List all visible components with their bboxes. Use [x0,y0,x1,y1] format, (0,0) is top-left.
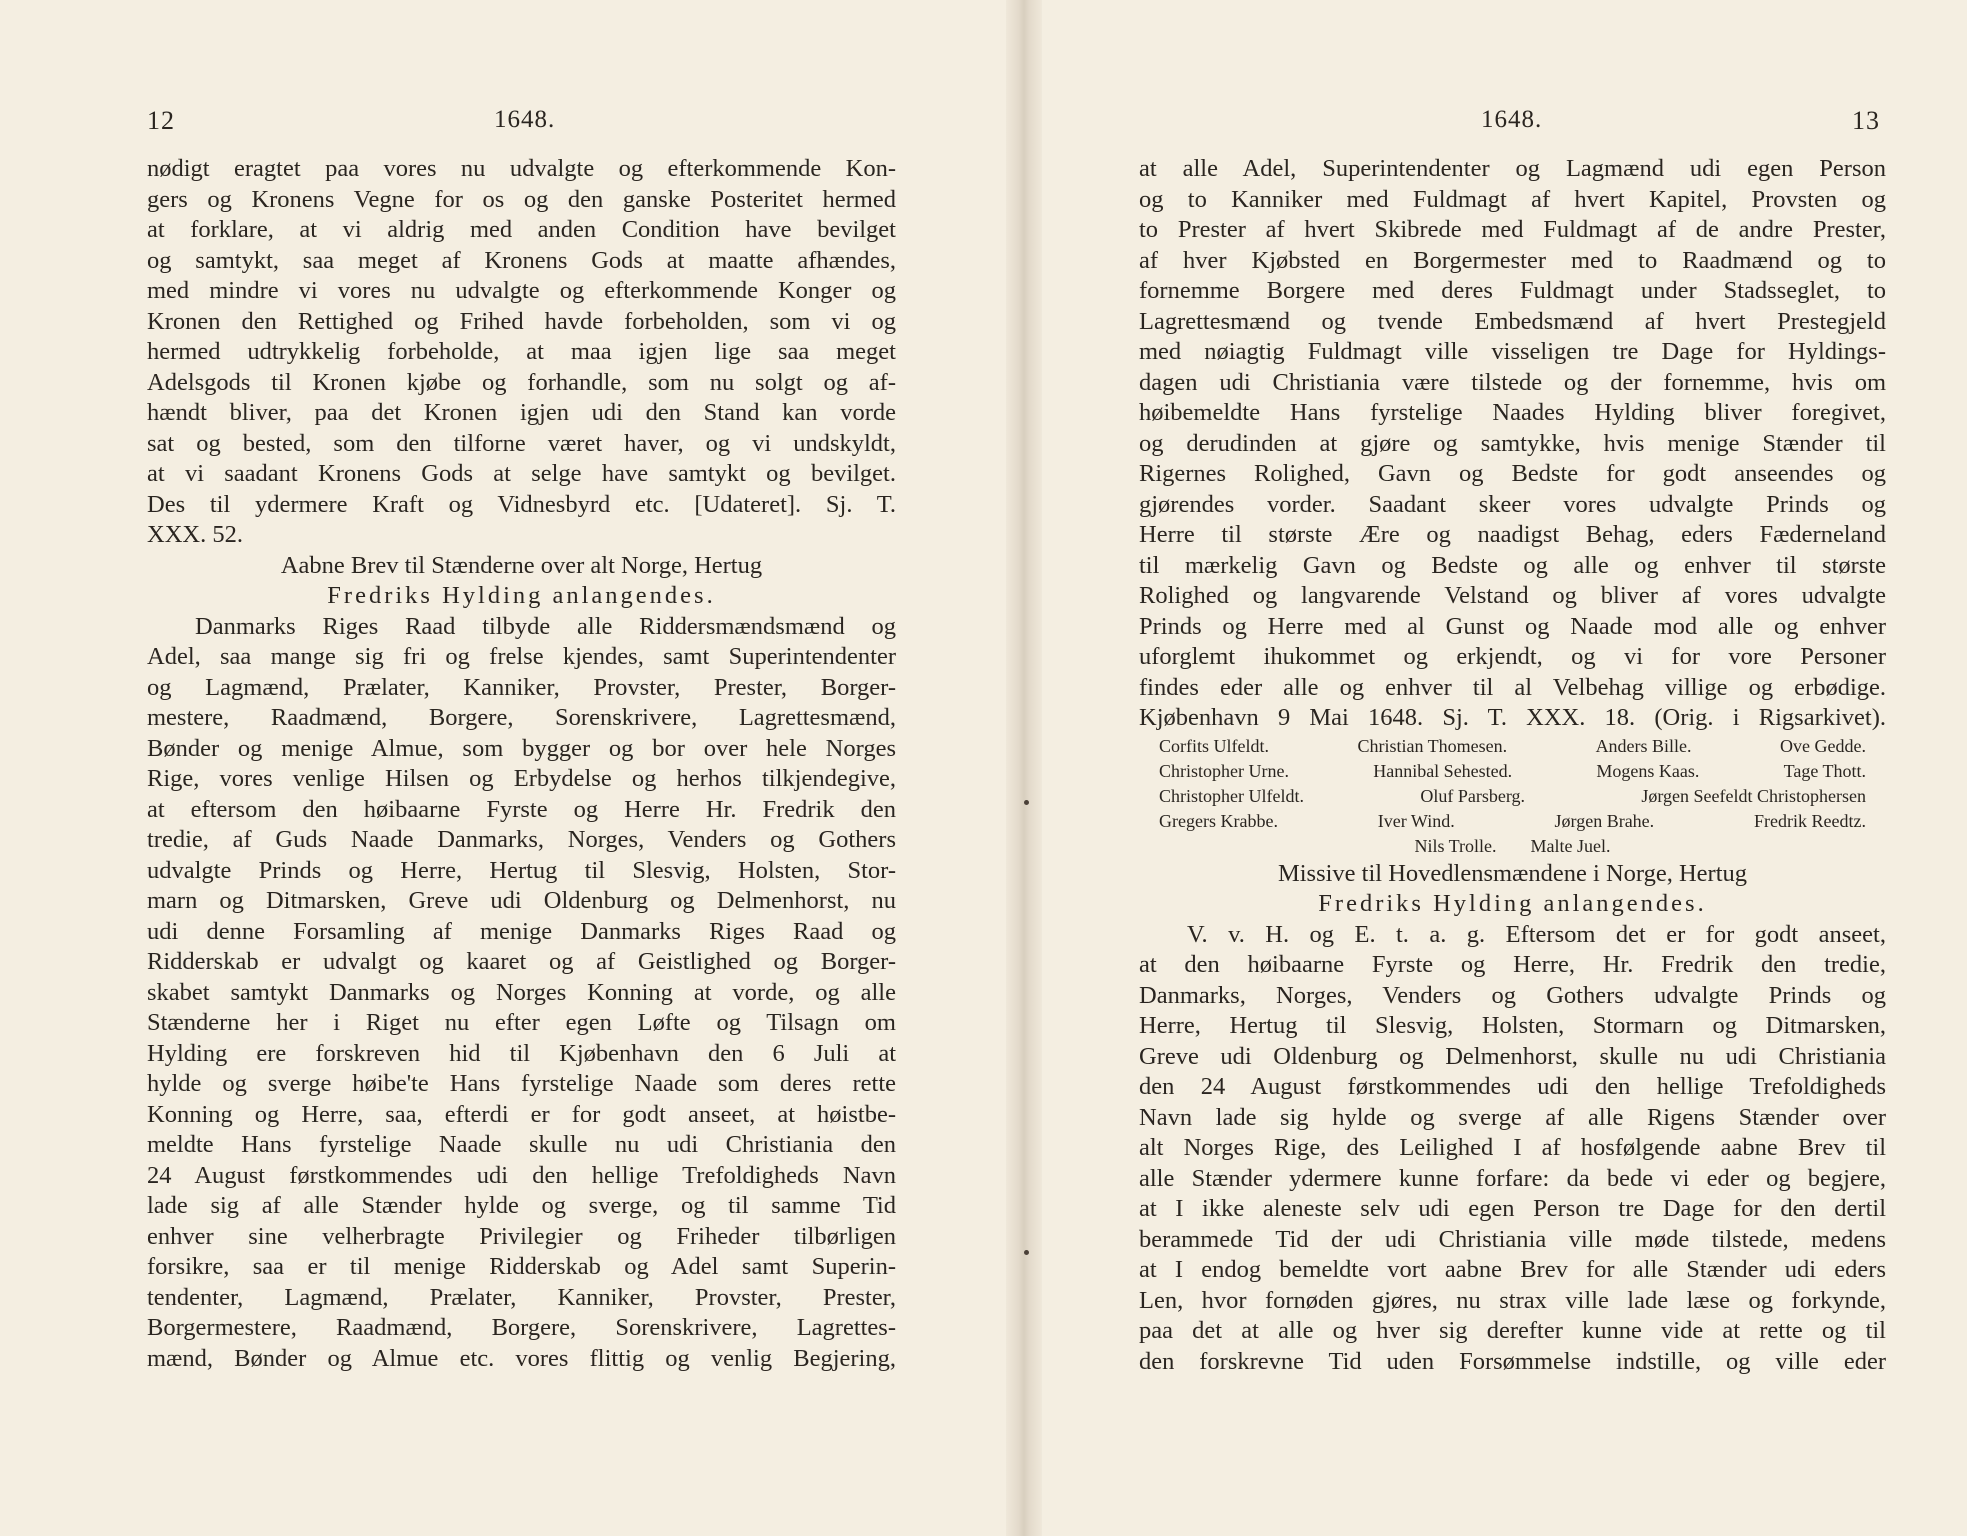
signature-row [1139,809,1886,834]
signature: Nils Trolle. [1414,835,1497,856]
signature-row [1139,834,1886,859]
text-line: Ridderskab er udvalgt og kaaret og af Geistlighed og Borger- [147,948,896,975]
text-line: Kjøbenhavn 9 Mai 1648. Sj. T. XXX. 18. (Orig. i Rigsarkivet). [1139,704,1886,731]
page-number: 12 [147,106,175,135]
text-line: og to Kanniker med Fuldmagt af hvert Kapitel, Provsten og [1139,185,1886,213]
text-line: Rigernes Rolighed, Gavn og Bedste for godt anseendes og [1139,460,1886,487]
page-number: 13 [1852,106,1880,135]
signature: Christopher Urne. [1159,760,1289,781]
text-line: Rolighed og langvarende Velstand og bliver af vores udvalgte [1139,582,1886,609]
text-line: Kronen den Rettighed og Frihed havde forbeholden, som vi og [147,307,896,335]
text-line: at vi saadant Kronens Gods at selge have samtykt og bevilget. [147,460,896,487]
right-text-block [1139,154,1886,1377]
text-line: tredie, af Guds Naade Danmarks, Norges, Venders og Gothers [147,826,896,853]
text-line: gjørendes vorder. Saadant skeer vores udvalgte Prinds og [1139,490,1886,518]
signature: Ove Gedde. [1780,735,1866,756]
section-heading [147,581,896,612]
text-line: enhver sine velherbragte Privilegier og Friheder tilbørligen [147,1222,896,1250]
text-line: Herre til største Ære og naadigst Behag, eders Fæderneland [1139,521,1886,548]
signature: Christopher Ulfeldt. [1159,785,1304,806]
text-line: Rige, vores venlige Hilsen og Erbydelse og herhos tilkjendegive, [147,765,896,792]
signature: Jørgen Brahe. [1554,810,1655,831]
signature: Gregers Krabbe. [1159,810,1278,831]
text-line: to Prester af hvert Skibrede med Fuldmagt af de andre Prester, [1139,216,1886,243]
running-head: 1648. [1481,106,1543,133]
text-line: lade sig af alle Stænder hylde og sverge, og til samme Tid [147,1192,896,1219]
text-line: hermed udtrykkelig forbeholde, at maa igjen lige saa meget [147,338,896,365]
signature: Oluf Parsberg. [1420,785,1525,806]
text-line: Navn lade sig hylde og sverge af alle Rigens Stænder over [1139,1103,1886,1131]
text-line: med nøiagtig Fuldmagt ville visseligen tre Dage for Hyldings- [1139,338,1886,365]
signature: Christian Thomesen. [1357,735,1508,756]
section-heading-text: Fredriks Hylding anlangendes. [327,582,716,609]
signature: Jørgen Seefeldt Christophersen [1641,785,1866,806]
text-line: Prinds og Herre med al Gunst og Naade mod alle og enhver [1139,612,1886,640]
signature-row [1139,759,1886,784]
signature: Malte Juel. [1530,835,1611,856]
text-line: 24 August førstkommendes udi den hellige Trefoldigheds Navn [147,1161,896,1189]
text-line: Stænderne her i Riget nu efter egen Løfte og Tilsagn om [147,1009,896,1036]
text-line: Greve udi Oldenburg og Delmenhorst, skulle nu udi Christiania [1139,1042,1886,1070]
text-line: udvalgte Prinds og Herre, Hertug til Slesvig, Holsten, Stor- [147,856,896,884]
signature-row [1139,734,1886,759]
signature: Anders Bille. [1595,735,1692,756]
text-line: forsikre, saa er til menige Ridderskab og Adel samt Superin- [147,1253,896,1280]
text-line: findes eder alle og enhver til al Velbehag villige og erbødige. [1139,673,1886,701]
text-line: berammede Tid der udi Christiania ville møde tilstede, medens [1139,1225,1886,1253]
text-line: udi denne Forsamling af menige Danmarks Riges Raad og [147,917,896,945]
text-line: og derudinden at gjøre og samtykke, hvis menige Stænder til [1139,429,1886,457]
text-line: meldte Hans fyrstelige Naade skulle nu udi Christiania den [147,1131,896,1158]
text-line: skabet samtykt Danmarks og Norges Konning at vorde, og alle [147,978,896,1006]
text-line: at I endog bemeldte vort aabne Brev for alle Stænder udi eders [1139,1256,1886,1283]
text-line: gers og Kronens Vegne for os og den ganske Posteritet hermed [147,185,896,213]
binding-mark [1024,800,1029,805]
text-line: V. v. H. og E. t. a. g. Eftersom det er for godt anseet, [1187,920,1886,948]
text-line: og Lagmænd, Prælater, Kanniker, Provster, Prester, Borger- [147,673,896,701]
section-heading-text: Fredriks Hylding anlangendes. [1318,890,1707,917]
text-line: hylde og sverge høibe'te Hans fyrstelige Naade som deres rette [147,1070,896,1097]
signature: Hannibal Sehested. [1373,760,1513,781]
text-line: Hylding ere forskreven hid til Kjøbenhavn den 6 Juli at [147,1039,896,1067]
signature: Tage Thott. [1783,760,1866,781]
text-line: at I ikke aleneste selv udi egen Person tre Dage for den dertil [1139,1195,1886,1222]
text-line: høibemeldte Hans fyrstelige Naades Hylding bliver foregivet, [1139,399,1886,426]
text-line: nødigt eragtet paa vores nu udvalgte og efterkommende Kon- [147,155,896,182]
section-heading [1139,889,1886,920]
text-line: fornemme Borgere med deres Fuldmagt under Stadsseglet, to [1139,277,1886,304]
text-line: Danmarks, Norges, Venders og Gothers udvalgte Prinds og [1139,981,1886,1009]
binding-mark [1024,1250,1029,1255]
text-line: Adelsgods til Kronen kjøbe og forhandle, som nu solgt og af- [147,368,896,396]
text-line: XXX. 52. [147,521,243,548]
signature: Iver Wind. [1377,810,1455,831]
text-line: marn og Ditmarsken, Greve udi Oldenburg og Delmenhorst, nu [147,887,896,914]
running-head: 1648. [494,106,556,133]
text-line: Herre, Hertug til Slesvig, Holsten, Stormarn og Ditmarsken, [1139,1012,1886,1039]
text-line: Adel, saa mange sig fri og frelse kjendes, samt Superintendenter [147,643,896,670]
signature: Fredrik Reedtz. [1754,810,1866,831]
text-line: alle Stænder ydermere kunne forfare: da bede vi eder og begjere, [1139,1164,1886,1192]
text-line: at alle Adel, Superintendenter og Lagmænd udi egen Person [1139,155,1886,182]
text-line: dagen udi Christiania være tilstede og der fornemme, hvis om [1139,368,1886,396]
signature: Mogens Kaas. [1596,760,1700,781]
signature: Corfits Ulfeldt. [1159,735,1269,756]
section-heading: Missive til Hovedlensmændene i Norge, Hertug [1277,859,1748,887]
text-line: Lagrettesmænd og tvende Embedsmænd af hvert Prestegjeld [1139,307,1886,335]
book-gutter [1006,0,1042,1536]
text-line: Len, hvor fornøden gjøres, nu strax ville lade læse og forkynde, [1139,1286,1886,1314]
text-line: den 24 August førstkommendes udi den hellige Trefoldigheds [1139,1073,1886,1100]
text-line: mænd, Bønder og Almue etc. vores flittig og venlig Begjering, [147,1344,896,1372]
text-line: sat og bested, som den tilforne været haver, og vi undskyldt, [147,429,896,457]
right-page [1042,0,1967,1536]
text-line: og samtykt, saa meget af Kronens Gods at maatte afhændes, [147,246,896,274]
text-line: mestere, Raadmænd, Borgere, Sorenskrivere, Lagrettesmænd, [147,704,896,731]
text-line: Danmarks Riges Raad tilbyde alle Riddersmændsmænd og [195,612,896,640]
text-line: Des til ydermere Kraft og Vidnesbyrd etc. [Udateret]. Sj. T. [147,490,896,518]
text-line: af hver Kjøbsted en Borgermester med to Raadmænd og to [1139,246,1886,274]
text-line: at den høibaarne Fyrste og Herre, Hr. Fredrik den tredie, [1139,951,1886,978]
text-line: Bønder og menige Almue, som bygger og bor over hele Norges [147,734,896,762]
text-line: Konning og Herre, saa, efterdi er for godt anseet, at høistbe- [147,1100,896,1128]
text-line: tendenter, Lagmænd, Prælater, Kanniker, Provster, Prester, [147,1283,896,1311]
text-line: uforglemt ihukommet og erkjendt, og vi for vore Personer [1139,643,1886,670]
left-text-block [147,154,896,1374]
text-line: paa det at alle og hver sig derefter kunne vide at rette og til [1139,1317,1886,1344]
text-line: til mærkelig Gavn og Bedste og alle og enhver til største [1139,551,1886,579]
text-line: at eftersom den høibaarne Fyrste og Herre Hr. Fredrik den [147,795,896,823]
text-line: hændt bliver, paa det Kronen igjen udi den Stand kan vorde [147,399,896,426]
text-line: at forklare, at vi aldrig med anden Condition have bevilget [147,216,896,243]
text-line: Borgermestere, Raadmænd, Borgere, Sorenskrivere, Lagrettes- [147,1314,896,1341]
signature-row [1139,784,1886,809]
text-line: den forskrevne Tid uden Forsømmelse indstille, og ville eder [1139,1347,1886,1375]
text-line: med mindre vi vores nu udvalgte og efterkommende Konger og [147,277,896,304]
text-line: alt Norges Rige, des Leilighed I af hosfølgende aabne Brev til [1139,1134,1886,1161]
section-heading: Aabne Brev til Stænderne over alt Norge, Hertug [280,551,763,579]
